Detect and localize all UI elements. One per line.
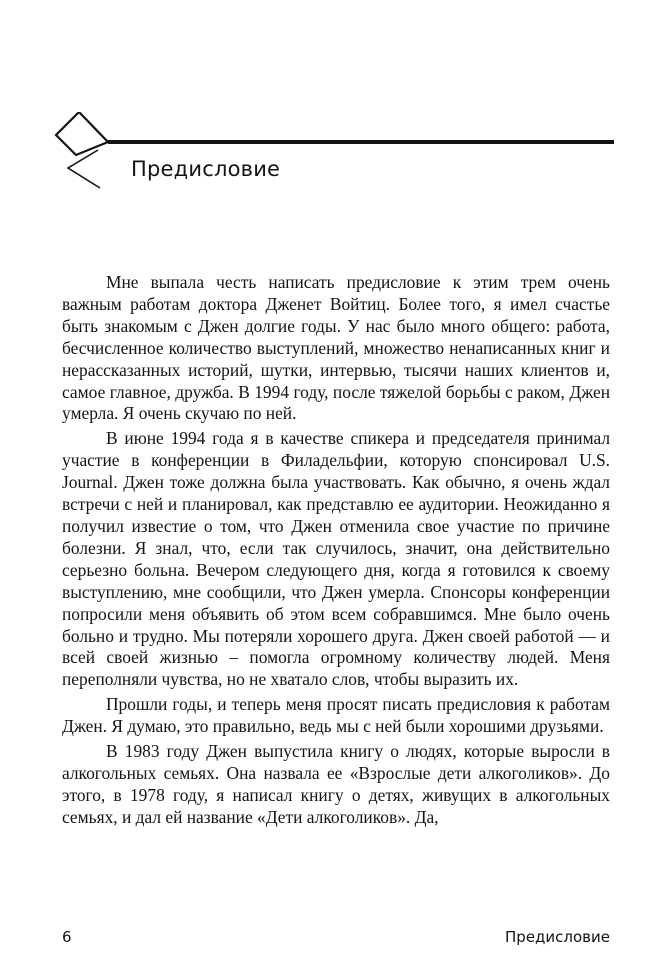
chapter-title: Предисловие [131,157,281,181]
chapter-emblem-icon [54,112,146,198]
header-rule [108,140,614,144]
paragraph: В 1983 году Джен выпустила книгу о людях, которые выросли в алкогольных семьях. Она назвала ее «Взрослые дети алкоголиков». До этого, в 1978 году, я написал книгу о детях, живущих в алкогольных семьях, и дал ей название «Дети алкоголиков». Да, [62,741,610,827]
running-footer: Предисловие [505,928,610,946]
page-number: 6 [62,928,72,946]
paragraph: Прошли годы, и теперь меня просят писать предисловия к работам Джен. Я думаю, это правильно, ведь мы с ней были хорошими друзьями. [62,694,610,737]
paragraph: Мне выпала честь написать предисловие к этим трем очень важным работам доктора Дженет Войтиц. Более того, я имел счастье быть знакомым с Джен долгие годы. У нас было много общего: работа, бесчисленное количество выступлений, множество ненаписанных книг и нерассказанных историй, шутки, интервью, тысячи наших клиентов и, самое главное, дружба. В 1994 году, после тяжелой борьбы с раком, Джен умерла. Я очень скучаю по ней. [62,272,610,424]
body-text [62,272,610,829]
paragraph: В июне 1994 года я в качестве спикера и председателя принимал участие в конференции в Филадельфии, которую спонсировал U.S. Journal. Джен тоже должна была участвовать. Как обычно, я очень ждал встречи с ней и планировал, как представлю ее аудитории. Неожиданно я получил известие о том, что Джен отменила свое участие по причине болезни. Я знал, что, если так случилось, значит, она действительно серьезно больна. Вечером следующего дня, когда я готовился к своему выступлению, мне сообщили, что Джен умерла. Спонсоры конференции попросили меня объявить об этом всем собравшимся. Мне было очень больно и трудно. Мы потеряли хорошего друга. Джен своей работой — и всей своей жизнью – помогла огромному количеству людей. Меня переполняли чувства, но не хватало слов, чтобы выразить их. [62,428,610,690]
